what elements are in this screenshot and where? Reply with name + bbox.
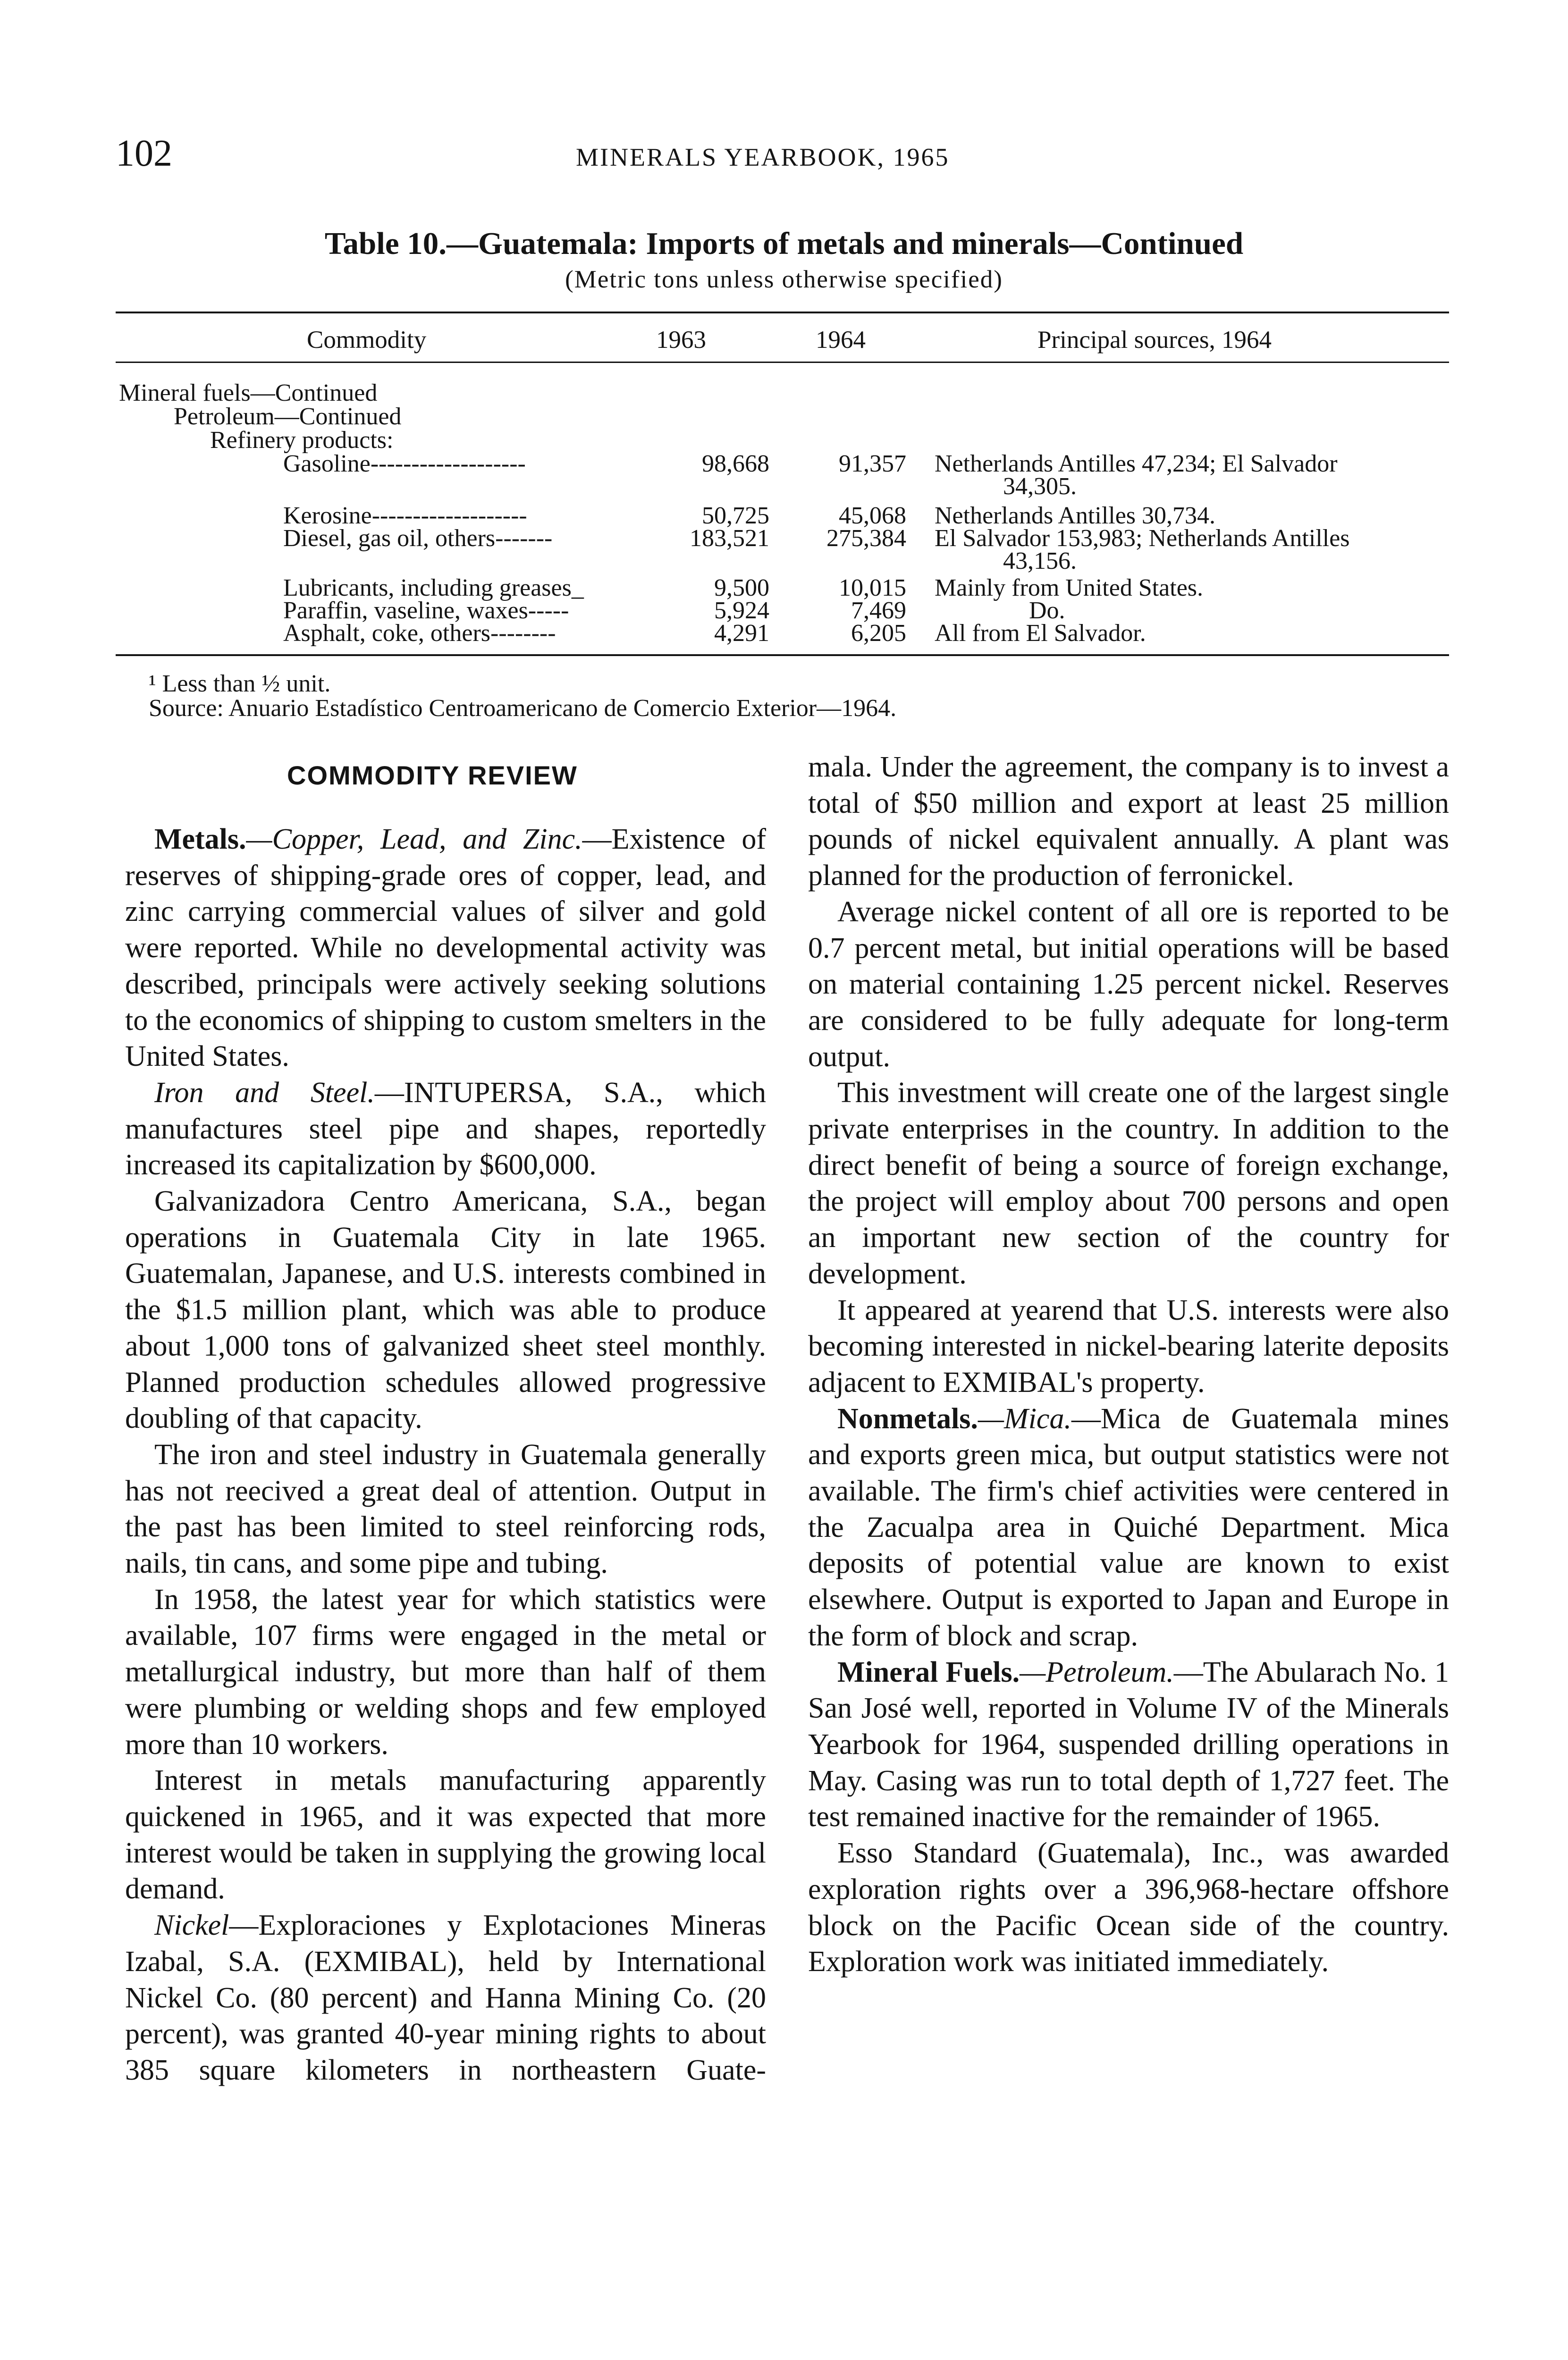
row-commodity: Diesel, gas oil, others------- [283,525,553,552]
paragraph: Esso Standard (Guatemala), Inc., was awarded exploration rights over a 396,968-hectare offshore block on the Pacific Ocean side of the country. Exploration work was initiated immediately. [808,1837,1449,1978]
row-commodity: Paraffin, vaseline, waxes----- [283,597,569,624]
paragraph: —Exploraciones y Explotaciones Mineras Izabal, S.A. (EXMIBAL), held by International Nickel Co. (80 percent) and Hanna Mining Co. (20 percent), was granted 40-year mining rights to about 385 square kilometers in northeastern Guate- [125,1909,766,2086]
table-title: Table 10.—Guatemala: Imports of metals and minerals—Continued [324,226,1244,261]
row-sources: All from El Salvador. [935,620,1146,647]
row-1964: 45,068 [839,502,906,529]
table-top-rule [116,312,1449,313]
paragraph: —Mica de Guatemala mines and exports green mica, but output statistics were not available. The firm's chief activities were centered in the Zacualpa area in Quiché Department. Mica deposits of potential value are known to exist elsewhere. Output is exported to Japan and Europe in the form of block and scrap. [808,1402,1449,1652]
table-footnote: ¹ Less than ½ unit. [149,670,331,697]
row-commodity: Gasoline------------------- [283,450,526,477]
petroleum-subheading: —Petroleum. [1020,1656,1174,1688]
nickel-heading: Nickel [154,1909,229,1942]
left-column [125,821,766,2089]
section-heading: COMMODITY REVIEW [287,760,578,790]
group-row: Mineral fuels—Continued [119,379,378,406]
row-sources-cont: 43,156. [1003,548,1077,574]
paragraph: —INTUPERSA, S.A., which manufactures steel pipe and shapes, reportedly increased its capitalization by $600,000. [125,1076,766,1181]
paragraph: mala. Under the agreement, the company is to invest a total of $50 million and export at least 25 million pounds of nickel equivalent annually. A plant was planned for the production of ferronickel. [808,751,1449,892]
col-header-1963: 1963 [656,326,706,354]
mineral-fuels-heading: Mineral Fuels. [837,1656,1020,1688]
table-subtitle: (Metric tons unless otherwise specified) [565,266,1003,293]
row-1963: 9,500 [714,574,769,601]
paragraph: Galvanizadora Centro Americana, S.A., began operations in Guatemala City in late 1965. Guatemalan, Japanese, and U.S. interests combined in the $1.5 million plant, which was able to produce about 1,000 tons of galvanized sheet steel monthly. Planned production schedules allowed progressive doubling of that capacity. [125,1185,766,1435]
paragraph: In 1958, the latest year for which statistics were available, 107 firms were engaged in the metal or metallurgical industry, but more than half of them were plumbing or welding shops and few employed more than 10 workers. [125,1583,766,1761]
group-row: Refinery products: [210,427,394,454]
row-1964: 7,469 [851,597,906,624]
nonmetals-heading: Nonmetals. [837,1402,978,1435]
row-sources: Mainly from United States. [935,574,1204,601]
col-header-1964: 1964 [816,326,866,354]
right-column [808,749,1449,1980]
row-1964: 10,015 [839,574,906,601]
row-sources-cont: 34,305. [1003,473,1077,500]
paragraph: Average nickel content of all ore is reported to be 0.7 percent metal, but initial operations will be based on material containing 1.25 percent nickel. Reserves are considered to be fully adequate for long-term output. [808,895,1449,1073]
row-1963: 183,521 [690,525,769,552]
row-commodity: Asphalt, coke, others-------- [283,620,556,647]
row-commodity: Lubricants, including greases_ [283,574,584,601]
paragraph: —The Abularach No. 1 San José well, reported in Volume IV of the Minerals Yearbook for 1964, suspended drilling operations in May. Casing was run to total depth of 1,727 feet. The test remained inactive for the remainder of 1965. [808,1656,1449,1833]
row-1963: 4,291 [714,620,769,647]
row-commodity: Kerosine------------------- [283,502,527,529]
col-header-sources: Principal sources, 1964 [1037,326,1272,354]
col-header-commodity: Commodity [307,326,427,354]
page-number: 102 [116,133,172,174]
metals-heading: Metals. [154,823,246,855]
copper-subheading: —Copper, Lead, and Zinc. [246,823,582,855]
row-sources: El Salvador 153,983; Netherlands Antilles [935,525,1350,552]
paragraph: It appeared at yearend that U.S. interests were also becoming interested in nickel-bearing laterite deposits adjacent to EXMIBAL's property. [808,1294,1449,1399]
row-1964: 6,205 [851,620,906,647]
running-title: MINERALS YEARBOOK, 1965 [576,143,950,171]
row-1964: 91,357 [839,450,906,477]
row-sources: Netherlands Antilles 30,734. [935,502,1216,529]
paragraph: —Existence of reserves of shipping-grade ores of copper, lead, and zinc carrying commercial values of silver and gold were reported. While no developmental activity was described, principals were actively seeking solutions to the economics of shipping to custom smelters in the United States. [125,823,766,1073]
row-sources: Do. [1029,597,1065,624]
group-row: Petroleum—Continued [174,403,402,430]
row-1963: 5,924 [714,597,769,624]
table-bottom-rule [116,654,1449,656]
table-source: Source: Anuario Estadístico Centroamericano de Comercio Exterior—1964. [149,695,897,722]
row-1963: 50,725 [702,502,769,529]
table-header-rule [116,362,1449,363]
paragraph: The iron and steel industry in Guatemala generally has not reecived a great deal of attention. Output in the past has been limited to steel reinforcing rods, nails, tin cans, and some pipe and tubing. [125,1438,766,1580]
row-1964: 275,384 [826,525,906,552]
paragraph: This investment will create one of the largest single private enterprises in the country. In addition to the direct benefit of being a source of foreign exchange, the project will employ about 700 persons and open an important new section of the country for development. [808,1077,1449,1290]
row-sources: Netherlands Antilles 47,234; El Salvador [935,450,1338,477]
row-1963: 98,668 [702,450,769,477]
paragraph: Interest in metals manufacturing apparently quickened in 1965, and it was expected that more interest would be taken in supplying the growing local demand. [125,1764,766,1905]
mica-subheading: —Mica. [978,1402,1071,1435]
iron-steel-heading: Iron and Steel. [154,1076,375,1109]
